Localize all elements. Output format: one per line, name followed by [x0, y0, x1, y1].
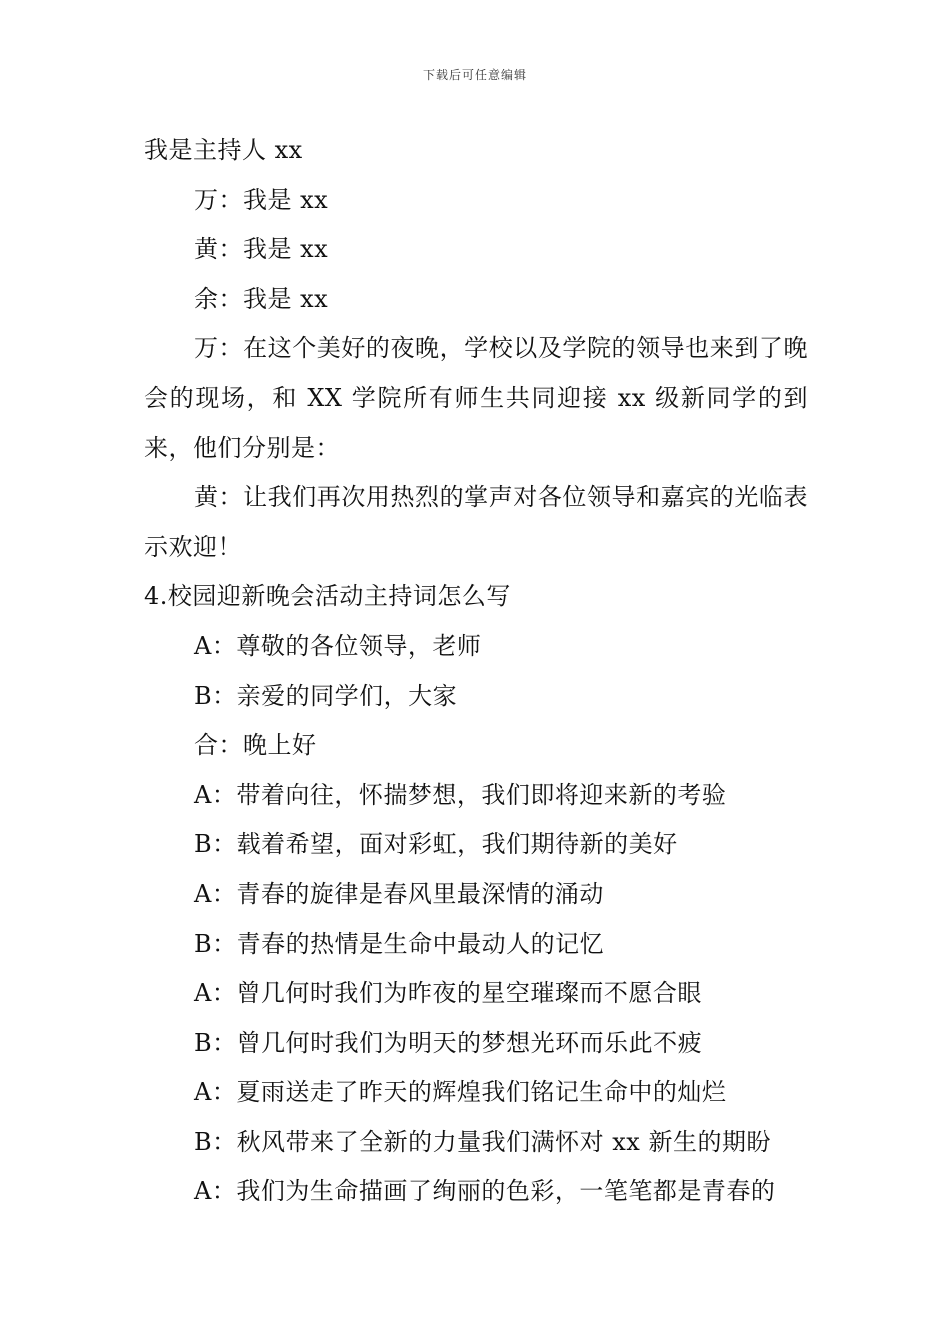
section-heading: 4.校园迎新晚会活动主持词怎么写 — [144, 582, 511, 611]
paragraph-wan-intro: 万：我是 xx — [194, 185, 329, 214]
paragraph-host-intro: 我是主持人 xx — [144, 136, 303, 164]
paragraph-line: A：我们为生命描画了绚丽的色彩，一笔笔都是青春的 — [194, 1177, 776, 1206]
paragraph-line: A：青春的旋律是春风里最深情的涌动 — [194, 879, 604, 908]
paragraph-line: A：夏雨送走了昨天的辉煌我们铭记生命中的灿烂 — [194, 1078, 727, 1107]
paragraph-yu-intro: 余：我是 xx — [194, 284, 329, 313]
paragraph-line: 合：晚上好 — [194, 731, 317, 760]
paragraph-line: B：亲爱的同学们，大家 — [194, 681, 458, 710]
paragraph-huang-intro: 黄：我是 xx — [194, 235, 329, 264]
paragraph-line: A：曾几何时我们为昨夜的星空璀璨而不愿合眼 — [194, 979, 702, 1008]
paragraph-line: B：曾几何时我们为明天的梦想光环而乐此不疲 — [194, 1028, 703, 1057]
document-body — [144, 126, 808, 1217]
paragraph-line: B：青春的热情是生命中最动人的记忆 — [194, 929, 605, 958]
page-header-note: 下载后可任意编辑 — [422, 68, 527, 82]
paragraph-line: B：秋风带来了全新的力量我们满怀对 xx 新生的期盼 — [194, 1127, 771, 1156]
paragraph-leaders-intro: 万：在这个美好的夜晚，学校以及学院的领导也来到了晚会的现场，和 XX 学院所有师生共同迎接 xx 级新同学的到来，他们分别是： — [144, 334, 808, 462]
paragraph-line: A：尊敬的各位领导，老师 — [194, 631, 482, 660]
paragraph-line: B：载着希望，面对彩虹，我们期待新的美好 — [194, 830, 678, 859]
paragraph-welcome-applause: 黄：让我们再次用热烈的掌声对各位领导和嘉宾的光临表示欢迎！ — [144, 483, 808, 561]
paragraph-line: A：带着向往，怀揣梦想，我们即将迎来新的考验 — [194, 780, 727, 809]
